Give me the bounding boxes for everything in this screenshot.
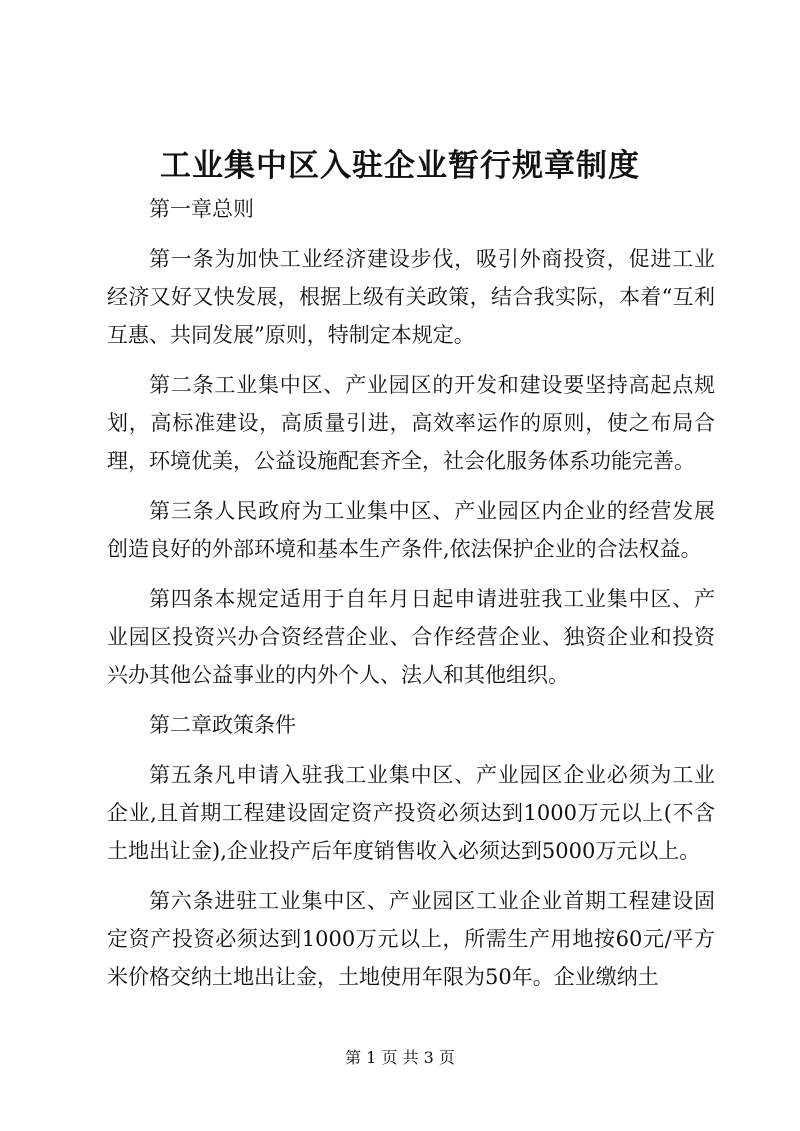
chapter-heading: 第二章政策条件 — [149, 713, 296, 737]
page-number-footer: 第 1 页 共 3 页 — [345, 1048, 455, 1067]
document-body — [107, 190, 715, 1008]
chapter-heading: 第一章总则 — [149, 197, 254, 221]
article-paragraph: 第四条本规定适用于自年月日起申请进驻我工业集中区、产业园区投资兴办合资经营企业、合作经营企业、独资企业和投资兴办其他公益事业的内外个人、法人和其他组织。 — [107, 587, 715, 687]
article-paragraph: 第六条进驻工业集中区、产业园区工业企业首期工程建设固定资产投资必须达到1000万元以上，所需生产用地按60元/平方米价格交纳土地出让金，土地使用年限为50年。企业缴纳土 — [107, 889, 715, 989]
article-paragraph: 第三条人民政府为工业集中区、产业园区内企业的经营发展创造良好的外部环境和基本生产条件,依法保护企业的合法权益。 — [107, 499, 715, 561]
document-title: 工业集中区入驻企业暂行规章制度 — [160, 148, 640, 184]
article-paragraph: 第一条为加快工业经济建设步伐，吸引外商投资，促进工业经济又好又快发展，根据上级有关政策，结合我实际，本着“互利互惠、共同发展”原则，特制定本规定。 — [107, 247, 715, 347]
article-paragraph: 第五条凡申请入驻我工业集中区、产业园区企业必须为工业企业,且首期工程建设固定资产投资必须达到1000万元以上(不含土地出让金),企业投产后年度销售收入必须达到5000万元以上。 — [107, 763, 715, 863]
article-paragraph: 第二条工业集中区、产业园区的开发和建设要坚持高起点规划，高标准建设，高质量引进，高效率运作的原则，使之布局合理，环境优美，公益设施配套齐全，社会化服务体系功能完善。 — [107, 373, 715, 473]
